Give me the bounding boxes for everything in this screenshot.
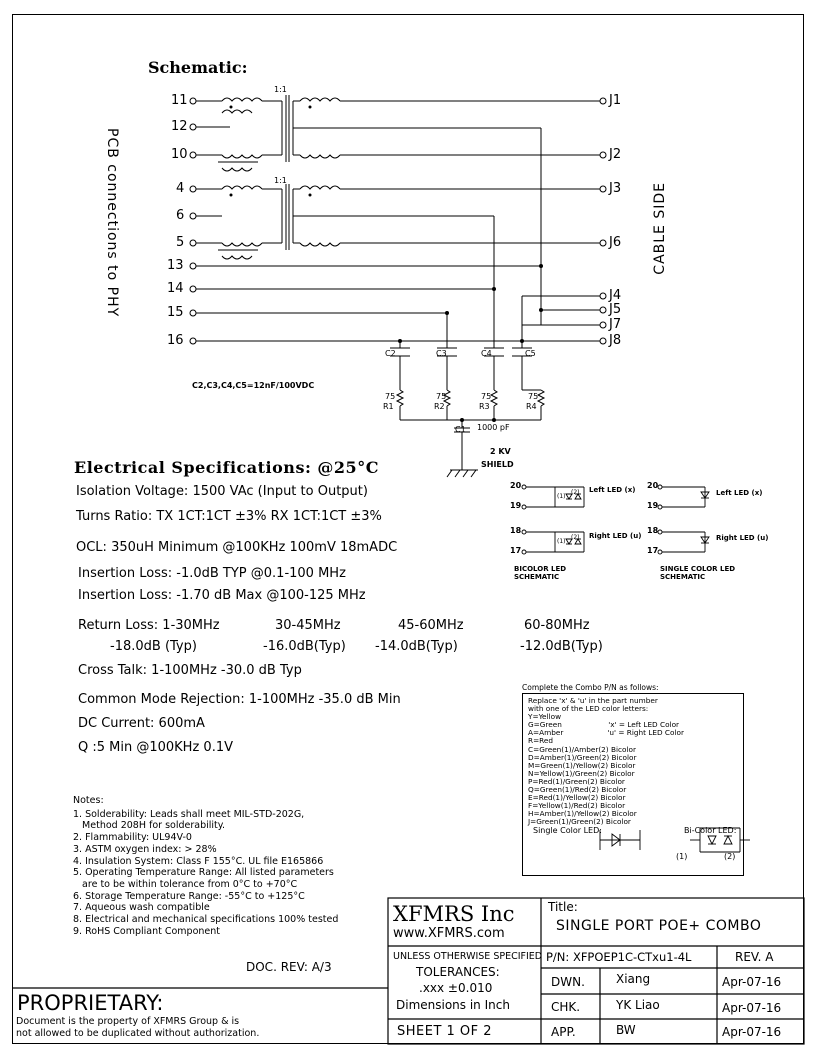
proprietary-line-2: not allowed to be duplicated without authorization. (16, 1028, 260, 1039)
company-name: XFMRS Inc (393, 902, 515, 926)
combo-line: J=Green(1)/Green(2) Bicolor (528, 817, 631, 827)
bi-led-p1: (1) (676, 852, 688, 861)
combo-line: N=Yellow(1)/Green(2) Bicolor (528, 768, 635, 778)
combo-line: H=Amber(1)/Yellow(2) Bicolor (528, 809, 637, 819)
turns-ratio-label: 1:1 (274, 85, 287, 94)
electrical-title: Electrical Specifications: @25°C (74, 458, 379, 477)
res-value: 75 (385, 392, 396, 401)
note-line: 8. Electrical and mechanical specifications 100% tested (73, 914, 339, 925)
tolerance-value: .xxx ±0.010 (419, 981, 493, 995)
shield-label: SHIELD (481, 460, 514, 469)
note-line: 3. ASTM oxygen index: > 28% (73, 844, 217, 855)
led-pin: 19 (510, 501, 522, 510)
spec-dc-current: DC Current: 600mA (78, 716, 205, 731)
spec-q: Q :5 Min @100KHz 0.1V (78, 740, 233, 755)
left-pin-label: 5 (176, 235, 185, 250)
led-pin-1: (1) (557, 538, 566, 545)
proprietary-title: PROPRIETARY: (17, 991, 164, 1015)
combo-line: Y=Yellow (528, 712, 562, 722)
left-led-label: Left LED (x) (716, 489, 763, 497)
proprietary-line-1: Document is the property of XFMRS Group & is (16, 1016, 240, 1027)
chk-date: Apr-07-16 (722, 1001, 782, 1015)
led-pin: 19 (647, 501, 659, 510)
notes-title: Notes: (73, 795, 104, 806)
res-name: R1 (383, 402, 394, 411)
left-pin-label: 13 (167, 258, 184, 273)
led-pin-2: (2) (571, 489, 580, 496)
dimensions-unit: Dimensions in Inch (396, 998, 510, 1012)
combo-heading: Complete the Combo P/N as follows: (522, 683, 659, 692)
rl-value-2: -16.0dB(Typ) (263, 639, 346, 654)
left-pin-label: 6 (176, 208, 185, 223)
app-label: APP. (551, 1025, 576, 1039)
pcb-side-label: PCB connections to PHY (104, 128, 120, 318)
spec-return-loss: Return Loss: 1-30MHz (78, 618, 220, 633)
right-pin-label: J3 (609, 181, 622, 196)
right-pin-label: J8 (609, 333, 622, 348)
led-pin: 20 (510, 481, 522, 490)
right-pin-label: J5 (609, 302, 622, 317)
dwn-name: Xiang (616, 972, 651, 986)
led-pin: 18 (510, 526, 522, 535)
spec-cmr: Common Mode Rejection: 1-100MHz -35.0 dB Min (78, 692, 401, 707)
right-pin-label: J7 (609, 317, 622, 332)
combo-line: Replace 'x' & 'u' in the part number (528, 696, 658, 705)
bi-led-p2: (2) (724, 852, 736, 861)
cap-note: C2,C3,C4,C5=12nF/100VDC (192, 381, 315, 390)
note-line: 6. Storage Temperature Range: -55°C to +125°C (73, 891, 305, 902)
combo-line: D=Amber(1)/Green(2) Bicolor (528, 752, 637, 762)
rl-value-1: -18.0dB (Typ) (110, 639, 197, 654)
note-line: are to be within tolerance from 0°C to +70°C (73, 879, 298, 890)
note-line: 7. Aqueous wash compatible (73, 902, 210, 913)
combo-line: G=Green 'x' = Left LED Color (528, 720, 680, 730)
left-pin-label: 12 (171, 119, 188, 134)
spec-isolation: Isolation Voltage: 1500 VAc (Input to Output) (76, 484, 368, 499)
schematic-title: Schematic: (148, 58, 248, 77)
turns-ratio-label: 1:1 (274, 176, 287, 185)
c1-value: 1000 pF (477, 423, 510, 432)
cap-label: C3 (436, 349, 447, 358)
rl-freq-2: 30-45MHz (275, 618, 341, 633)
cable-side-label: CABLE SIDE (652, 182, 668, 275)
tolerances-label: TOLERANCES: (416, 965, 500, 979)
res-value: 75 (436, 392, 447, 401)
app-name: BW (616, 1023, 636, 1037)
led-pin: 17 (647, 546, 659, 555)
note-line: 5. Operating Temperature Range: All listed parameters (73, 867, 334, 878)
combo-line: Q=Green(1)/Red(2) Bicolor (528, 785, 627, 795)
doc-rev: DOC. REV: A/3 (246, 960, 332, 974)
bi-led-label: Bi-Color LED: (684, 826, 737, 835)
rl-value-3: -14.0dB(Typ) (375, 639, 458, 654)
spec-ocl: OCL: 350uH Minimum @100KHz 100mV 18mADC (76, 540, 398, 555)
combo-line: R=Red (528, 736, 554, 746)
led-pin: 18 (647, 526, 659, 535)
chk-label: CHK. (551, 1000, 581, 1014)
chk-name: YK Liao (616, 998, 660, 1012)
combo-line: C=Green(1)/Amber(2) Bicolor (528, 744, 636, 754)
led-pin: 17 (510, 546, 522, 555)
dwn-label: DWN. (551, 975, 585, 989)
combo-line: E=Red(1)/Yellow(2) Bicolor (528, 793, 626, 803)
led-pin-1: (1) (557, 493, 566, 500)
cap-label: C4 (481, 349, 492, 358)
left-pin-label: 10 (171, 147, 188, 162)
drawing-title: SINGLE PORT POE+ COMBO (556, 918, 762, 934)
res-name: R2 (434, 402, 445, 411)
combo-line: with one of the LED color letters: (528, 704, 649, 714)
res-name: R4 (526, 402, 537, 411)
combo-line: M=Green(1)/Yellow(2) Bicolor (528, 760, 636, 770)
note-line: 2. Flammability: UL94V-0 (73, 832, 192, 843)
note-line: Method 208H for solderability. (73, 820, 226, 831)
left-pin-label: 11 (171, 93, 188, 108)
note-line: 1. Solderability: Leads shall meet MIL-STD-202G, (73, 809, 305, 820)
revision: REV. A (735, 950, 774, 964)
res-value: 75 (528, 392, 539, 401)
cap-label: C5 (525, 349, 536, 358)
title-label: Title: (548, 900, 578, 914)
kv-label: 2 KV (490, 447, 511, 456)
led-pin: 20 (647, 481, 659, 490)
right-pin-label: J4 (609, 288, 622, 303)
right-led-label: Right LED (u) (589, 532, 642, 540)
left-pin-label: 14 (167, 281, 184, 296)
left-pin-label: 4 (176, 181, 185, 196)
combo-line: P=Red(1)/Green(2) Bicolor (528, 776, 625, 786)
left-pin-label: 16 (167, 333, 184, 348)
dwn-date: Apr-07-16 (722, 975, 782, 989)
rl-value-4: -12.0dB(Typ) (520, 639, 603, 654)
left-led-label: Left LED (x) (589, 486, 636, 494)
sheet-number: SHEET 1 OF 2 (397, 1024, 493, 1039)
rl-freq-3: 45-60MHz (398, 618, 464, 633)
note-line: 4. Insulation System: Class F 155°C. UL file E165866 (73, 856, 324, 867)
led-pin-2: (2) (571, 534, 580, 541)
single-caption: SINGLE COLOR LED SCHEMATIC (660, 565, 736, 581)
res-name: R3 (479, 402, 490, 411)
right-pin-label: J6 (609, 235, 622, 250)
single-led-label: Single Color LED: (533, 826, 602, 835)
company-website: www.XFMRS.com (393, 926, 505, 941)
spec-insertion-1: Insertion Loss: -1.0dB TYP @0.1-100 MHz (78, 566, 346, 581)
right-pin-label: J2 (609, 147, 622, 162)
combo-line: F=Yellow(1)/Red(2) Bicolor (528, 801, 626, 811)
spec-insertion-2: Insertion Loss: -1.70 dB Max @100-125 MHz (78, 588, 366, 603)
bicolor-caption: BICOLOR LED SCHEMATIC (514, 565, 567, 581)
note-line: 9. RoHS Compliant Component (73, 926, 221, 937)
res-value: 75 (481, 392, 492, 401)
spec-crosstalk: Cross Talk: 1-100MHz -30.0 dB Typ (78, 663, 302, 678)
cap-label: C2 (385, 349, 396, 358)
right-led-label: Right LED (u) (716, 534, 769, 542)
combo-lines (528, 697, 684, 827)
rl-freq-4: 60-80MHz (524, 618, 590, 633)
right-pin-label: J1 (609, 93, 622, 108)
unless-specified: UNLESS OTHERWISE SPECIFIED (393, 951, 543, 962)
spec-turns: Turns Ratio: TX 1CT:1CT ±3% RX 1CT:1CT ±3% (76, 509, 382, 524)
c1-label: C1 (455, 425, 466, 434)
left-pin-label: 15 (167, 305, 184, 320)
app-date: Apr-07-16 (722, 1025, 782, 1039)
combo-line: A=Amber 'u' = Right LED Color (528, 728, 684, 738)
part-number: P/N: XFPOEP1C-CTxu1-4L (546, 950, 692, 964)
